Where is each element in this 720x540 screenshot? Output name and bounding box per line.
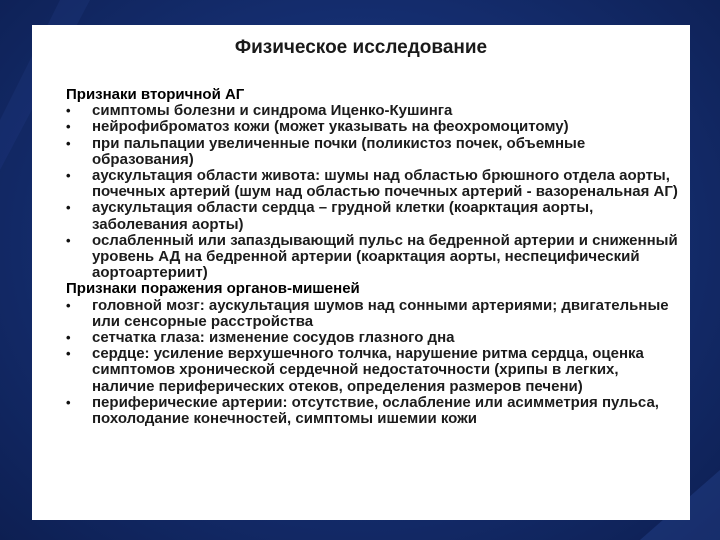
list-item: • сердце: усиление верхушечного толчка, нарушение ритма сердца, оценка симптомов хронической сердечной недостаточности (хрипы в легких, наличие периферических отеков, определения размеров печени)	[66, 345, 644, 395]
bullet-icon: •	[66, 103, 71, 119]
list-item: • симптомы болезни и синдрома Иценко-Кушинга	[66, 102, 453, 120]
section-heading-target-organ-damage: Признаки поражения органов-мишеней	[66, 280, 360, 298]
bullet-icon: •	[66, 346, 71, 362]
slide-panel	[32, 25, 690, 520]
bullet-icon: •	[66, 200, 71, 216]
list-item: • сетчатка глаза: изменение сосудов глазного дна	[66, 329, 455, 347]
bullet-icon: •	[66, 119, 71, 135]
list-item: • аускультация области живота: шумы над областью брюшного отдела аорты, почечных артерий (шум над областью почечных артерий - вазоренальная АГ)	[66, 167, 678, 201]
list-item: • аускультация области сердца – грудной клетки (коарктация аорты, заболевания аорты)	[66, 199, 594, 233]
slide-content	[66, 87, 682, 427]
bullet-icon: •	[66, 297, 71, 313]
bullet-icon: •	[66, 168, 71, 184]
bullet-icon: •	[66, 394, 71, 410]
list-item: • периферические артерии: отсутствие, ослабление или асимметрия пульса, похолодание конечностей, симптомы ишемии кожи	[66, 393, 659, 428]
list-item: • нейрофиброматоз кожи (может указывать на феохромоцитому)	[66, 118, 569, 136]
list-item: • головной мозг: аускультация шумов над сонными артериями; двигательные или сенсорные расстройства	[66, 296, 669, 330]
list-item: • ослабленный или запаздывающий пульс на бедренной артерии и сниженный уровень АД на бедренной артерии (коарктация аорты, неспецифический аортоартериит)	[66, 231, 678, 282]
bullet-icon: •	[66, 135, 71, 151]
bullet-icon: •	[66, 232, 71, 248]
list-item: • при пальпации увеличенные почки (поликистоз почек, объемные образования)	[66, 134, 586, 168]
section-heading-secondary-hypertension: Признаки вторичной АГ	[66, 86, 245, 103]
bullet-icon: •	[66, 330, 71, 346]
slide-title: Физическое исследование	[234, 37, 488, 58]
